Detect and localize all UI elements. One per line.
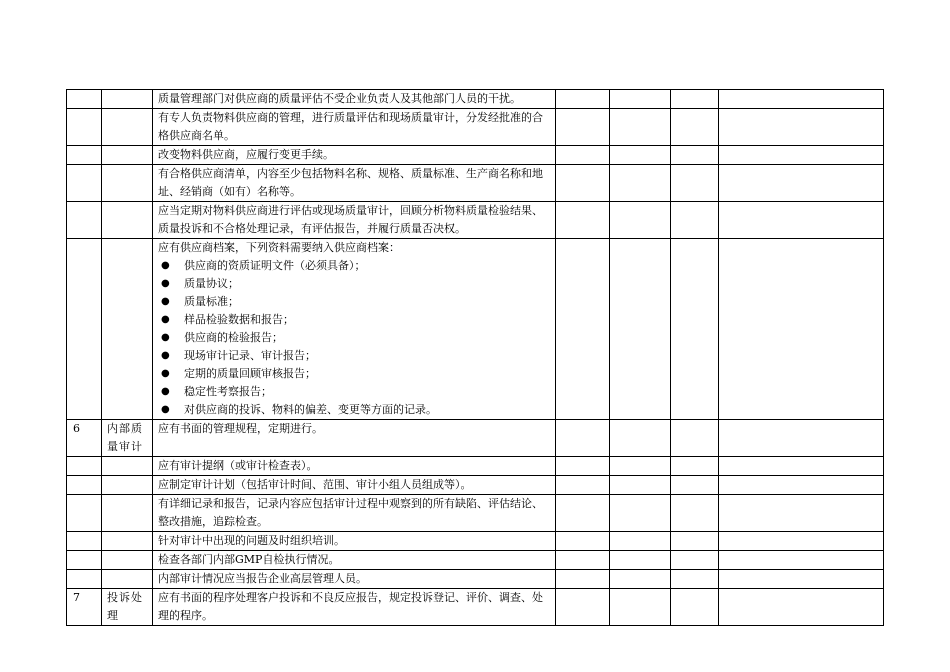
category-cell [102, 202, 153, 239]
list-item: ● 供应商的检验报告； [158, 329, 550, 347]
remarks-cell [719, 476, 884, 495]
table-row [67, 202, 884, 239]
item-number [67, 495, 102, 532]
table-row [67, 146, 884, 165]
list-item: ● 定期的质量回顾审核报告； [158, 365, 550, 383]
item-number [67, 90, 102, 109]
remarks-cell [719, 146, 884, 165]
item-number [67, 239, 102, 420]
check-cell [610, 146, 671, 165]
remarks-cell [719, 165, 884, 202]
check-cell [671, 476, 719, 495]
item-number [67, 165, 102, 202]
check-cell [610, 420, 671, 457]
category-cell [102, 476, 153, 495]
table-row [67, 495, 884, 532]
list-item: ● 对供应商的投诉、物料的偏差、变更等方面的记录。 [158, 401, 550, 419]
check-cell [556, 495, 610, 532]
check-cell [610, 589, 671, 626]
requirement-text: 应有书面的程序处理客户投诉和不良反应报告，规定投诉登记、评价、调查、处理的程序。 [153, 589, 556, 626]
check-cell [610, 457, 671, 476]
item-number [67, 551, 102, 570]
requirement-text: 应当定期对物料供应商进行评估或现场质量审计，回顾分析物料质量检验结果、质量投诉和不合格处理记录，有评估报告，并履行质量否决权。 [153, 202, 556, 239]
item-number [67, 476, 102, 495]
check-cell [556, 202, 610, 239]
remarks-cell [719, 589, 884, 626]
check-cell [671, 90, 719, 109]
check-cell [556, 90, 610, 109]
item-number: 7 [67, 589, 102, 626]
check-cell [610, 202, 671, 239]
list-item: ● 稳定性考察报告； [158, 383, 550, 401]
check-cell [556, 146, 610, 165]
list-item: ● 样品检验数据和报告； [158, 311, 550, 329]
requirement-text: 应有书面的管理规程，定期进行。 [153, 420, 556, 457]
bullet-icon: ● [161, 350, 170, 361]
check-cell [671, 109, 719, 146]
requirement-intro: 应有供应商档案，下列资料需要纳入供应商档案： [158, 241, 400, 254]
item-number [67, 109, 102, 146]
check-cell [556, 551, 610, 570]
category-cell [102, 109, 153, 146]
requirement-text: 有合格供应商清单，内容至少包括物料名称、规格、质量标准、生产商名称和地址、经销商（如有）名称等。 [153, 165, 556, 202]
table-row [67, 165, 884, 202]
table-row [67, 570, 884, 589]
item-number: 6 [67, 420, 102, 457]
item-number [67, 532, 102, 551]
check-cell [610, 495, 671, 532]
table-row [67, 532, 884, 551]
check-cell [556, 532, 610, 551]
check-cell [610, 551, 671, 570]
bullet-icon: ● [161, 404, 170, 415]
list-item: ● 现场审计记录、审计报告； [158, 347, 550, 365]
check-cell [610, 476, 671, 495]
check-cell [610, 165, 671, 202]
bullet-icon: ● [161, 386, 170, 397]
remarks-cell [719, 532, 884, 551]
table-row [67, 420, 884, 457]
remarks-cell [719, 90, 884, 109]
check-cell [610, 90, 671, 109]
remarks-cell [719, 420, 884, 457]
check-cell [671, 589, 719, 626]
category-cell [102, 551, 153, 570]
check-cell [671, 146, 719, 165]
requirement-text: 质量管理部门对供应商的质量评估不受企业负责人及其他部门人员的干扰。 [153, 90, 556, 109]
remarks-cell [719, 239, 884, 420]
check-cell [556, 589, 610, 626]
category-cell [102, 146, 153, 165]
requirement-text: 内部审计情况应当报告企业高层管理人员。 [153, 570, 556, 589]
list-item: ● 质量标准； [158, 293, 550, 311]
table-row [67, 90, 884, 109]
remarks-cell [719, 109, 884, 146]
requirement-text: 改变物料供应商，应履行变更手续。 [153, 146, 556, 165]
check-cell [556, 239, 610, 420]
table-row [67, 239, 884, 420]
check-cell [671, 532, 719, 551]
check-cell [671, 457, 719, 476]
check-cell [556, 109, 610, 146]
category-cell [102, 532, 153, 551]
check-cell [671, 495, 719, 532]
requirement-text: 有专人负责物料供应商的管理，进行质量评估和现场质量审计，分发经批准的合格供应商名单。 [153, 109, 556, 146]
item-number [67, 146, 102, 165]
audit-checklist-table [66, 89, 884, 626]
bullet-icon: ● [161, 296, 170, 307]
remarks-cell [719, 202, 884, 239]
check-cell [610, 239, 671, 420]
item-number [67, 202, 102, 239]
bullet-icon: ● [161, 332, 170, 343]
check-cell [556, 476, 610, 495]
bullet-icon: ● [161, 278, 170, 289]
category-cell: 内部质量审计 [102, 420, 153, 457]
requirement-text: 针对审计中出现的问题及时组织培训。 [153, 532, 556, 551]
table-row [67, 551, 884, 570]
requirement-text: 检查各部门内部GMP自检执行情况。 [153, 551, 556, 570]
requirement-text [153, 239, 556, 420]
category-cell [102, 165, 153, 202]
check-cell [610, 532, 671, 551]
check-cell [671, 551, 719, 570]
check-cell [671, 420, 719, 457]
supplier-file-list [158, 257, 550, 419]
category-cell [102, 239, 153, 420]
bullet-icon: ● [161, 260, 170, 271]
remarks-cell [719, 457, 884, 476]
list-item: ● 供应商的资质证明文件（必须具备）； [158, 257, 550, 275]
table-row [67, 109, 884, 146]
category-cell: 投诉处理 [102, 589, 153, 626]
check-cell [671, 165, 719, 202]
check-cell [556, 570, 610, 589]
bullet-icon: ● [161, 314, 170, 325]
category-cell [102, 570, 153, 589]
category-cell [102, 495, 153, 532]
check-cell [556, 420, 610, 457]
category-cell [102, 90, 153, 109]
bullet-icon: ● [161, 368, 170, 379]
category-cell [102, 457, 153, 476]
remarks-cell [719, 551, 884, 570]
remarks-cell [719, 495, 884, 532]
item-number [67, 457, 102, 476]
check-cell [671, 239, 719, 420]
requirement-text: 应制定审计计划（包括审计时间、范围、审计小组人员组成等）。 [153, 476, 556, 495]
remarks-cell [719, 570, 884, 589]
table-row [67, 457, 884, 476]
check-cell [671, 202, 719, 239]
check-cell [610, 109, 671, 146]
requirement-text: 应有审计提纲（或审计检查表）。 [153, 457, 556, 476]
item-number [67, 570, 102, 589]
requirement-text: 有详细记录和报告，记录内容应包括审计过程中观察到的所有缺陷、评估结论、整改措施，追踪检查。 [153, 495, 556, 532]
check-cell [556, 165, 610, 202]
check-cell [556, 457, 610, 476]
table-row [67, 476, 884, 495]
table-row [67, 589, 884, 626]
check-cell [671, 570, 719, 589]
list-item: ● 质量协议； [158, 275, 550, 293]
check-cell [610, 570, 671, 589]
